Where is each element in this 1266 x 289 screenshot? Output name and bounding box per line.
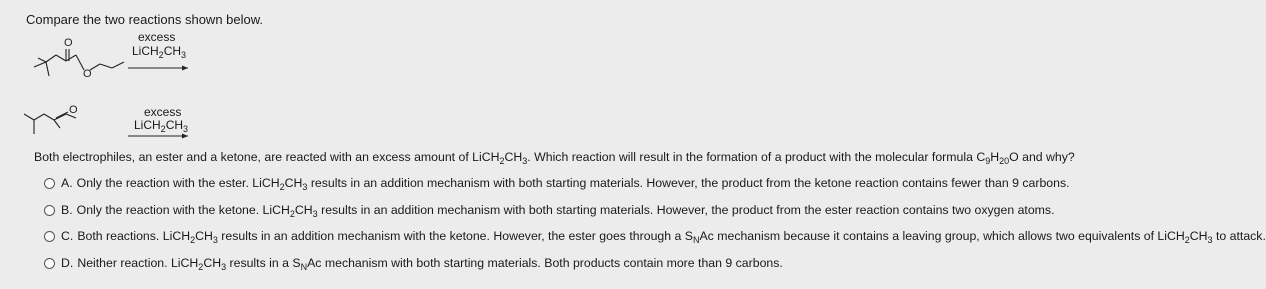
prompt-text: Compare the two reactions shown below.	[26, 12, 264, 27]
option-letter: B.	[61, 203, 73, 217]
bond	[34, 114, 44, 120]
radio-button[interactable]	[44, 231, 55, 242]
bond	[56, 55, 66, 61]
option-text: Only the reaction with the ketone. $LiCH_2CH_3$ results in an addition mechanism with both starting materials. However, the product from the ester reaction contains two oxygen atoms.	[76, 203, 1055, 219]
question-text: Both electrophiles, an ester and a ketone, are reacted with an excess amount of $LiCH_2CH_3$. Which reaction will result in the formation of a product with the molecular formula $C_9H_{20}O$ and why?	[34, 150, 1075, 166]
option-c[interactable]	[44, 229, 1266, 243]
bond	[66, 55, 76, 61]
bond	[100, 64, 112, 68]
radio-button[interactable]	[44, 205, 55, 216]
bond	[56, 112, 68, 118]
reagent-formula-1: $LiCH_2CH_3$	[132, 44, 187, 60]
bond	[46, 62, 49, 76]
reagent-excess-1: excess	[138, 30, 176, 44]
bond	[54, 114, 66, 120]
option-letter: C.	[61, 229, 74, 243]
bond	[112, 62, 124, 68]
atom-label-o: O	[64, 37, 73, 49]
bond	[46, 55, 56, 62]
option-text: Only the reaction with the ester. $LiCH_2CH_3$ results in an addition mechanism with both starting materials. However, the product from the ketone reaction contains fewer than 9 carbons.	[76, 176, 1070, 192]
bond	[44, 114, 54, 120]
radio-button[interactable]	[44, 258, 55, 269]
reaction-scheme	[20, 30, 240, 145]
option-d[interactable]	[44, 256, 783, 270]
bond	[34, 62, 46, 67]
bond	[38, 58, 46, 62]
option-text: Neither reaction. $LiCH_2CH_3$ results in a $S_NAc$ mechanism with both starting materials. Both products contain more than 9 carbons.	[77, 256, 783, 272]
option-b[interactable]	[44, 203, 1055, 217]
option-text: Both reactions. $LiCH_2CH_3$ results in an addition mechanism with the ketone. However, the ester goes through a $S_NAc$ mechanism because it contains a leaving group, which allows two equivalents of $LiCH_2CH_3$ to attack.	[77, 229, 1266, 245]
atom-label-o: O	[83, 68, 92, 80]
radio-button[interactable]	[44, 178, 55, 189]
arrowhead	[182, 134, 188, 139]
bond	[54, 120, 60, 128]
bond	[24, 114, 34, 120]
arrowhead	[182, 66, 188, 71]
reagent-formula-2: $LiCH_2CH_3$	[134, 118, 189, 134]
option-a[interactable]	[44, 176, 1070, 190]
option-letter: D.	[61, 256, 74, 270]
reagent-excess-2: excess	[144, 105, 182, 119]
atom-label-o: O	[69, 104, 78, 116]
option-letter: A.	[61, 176, 73, 190]
